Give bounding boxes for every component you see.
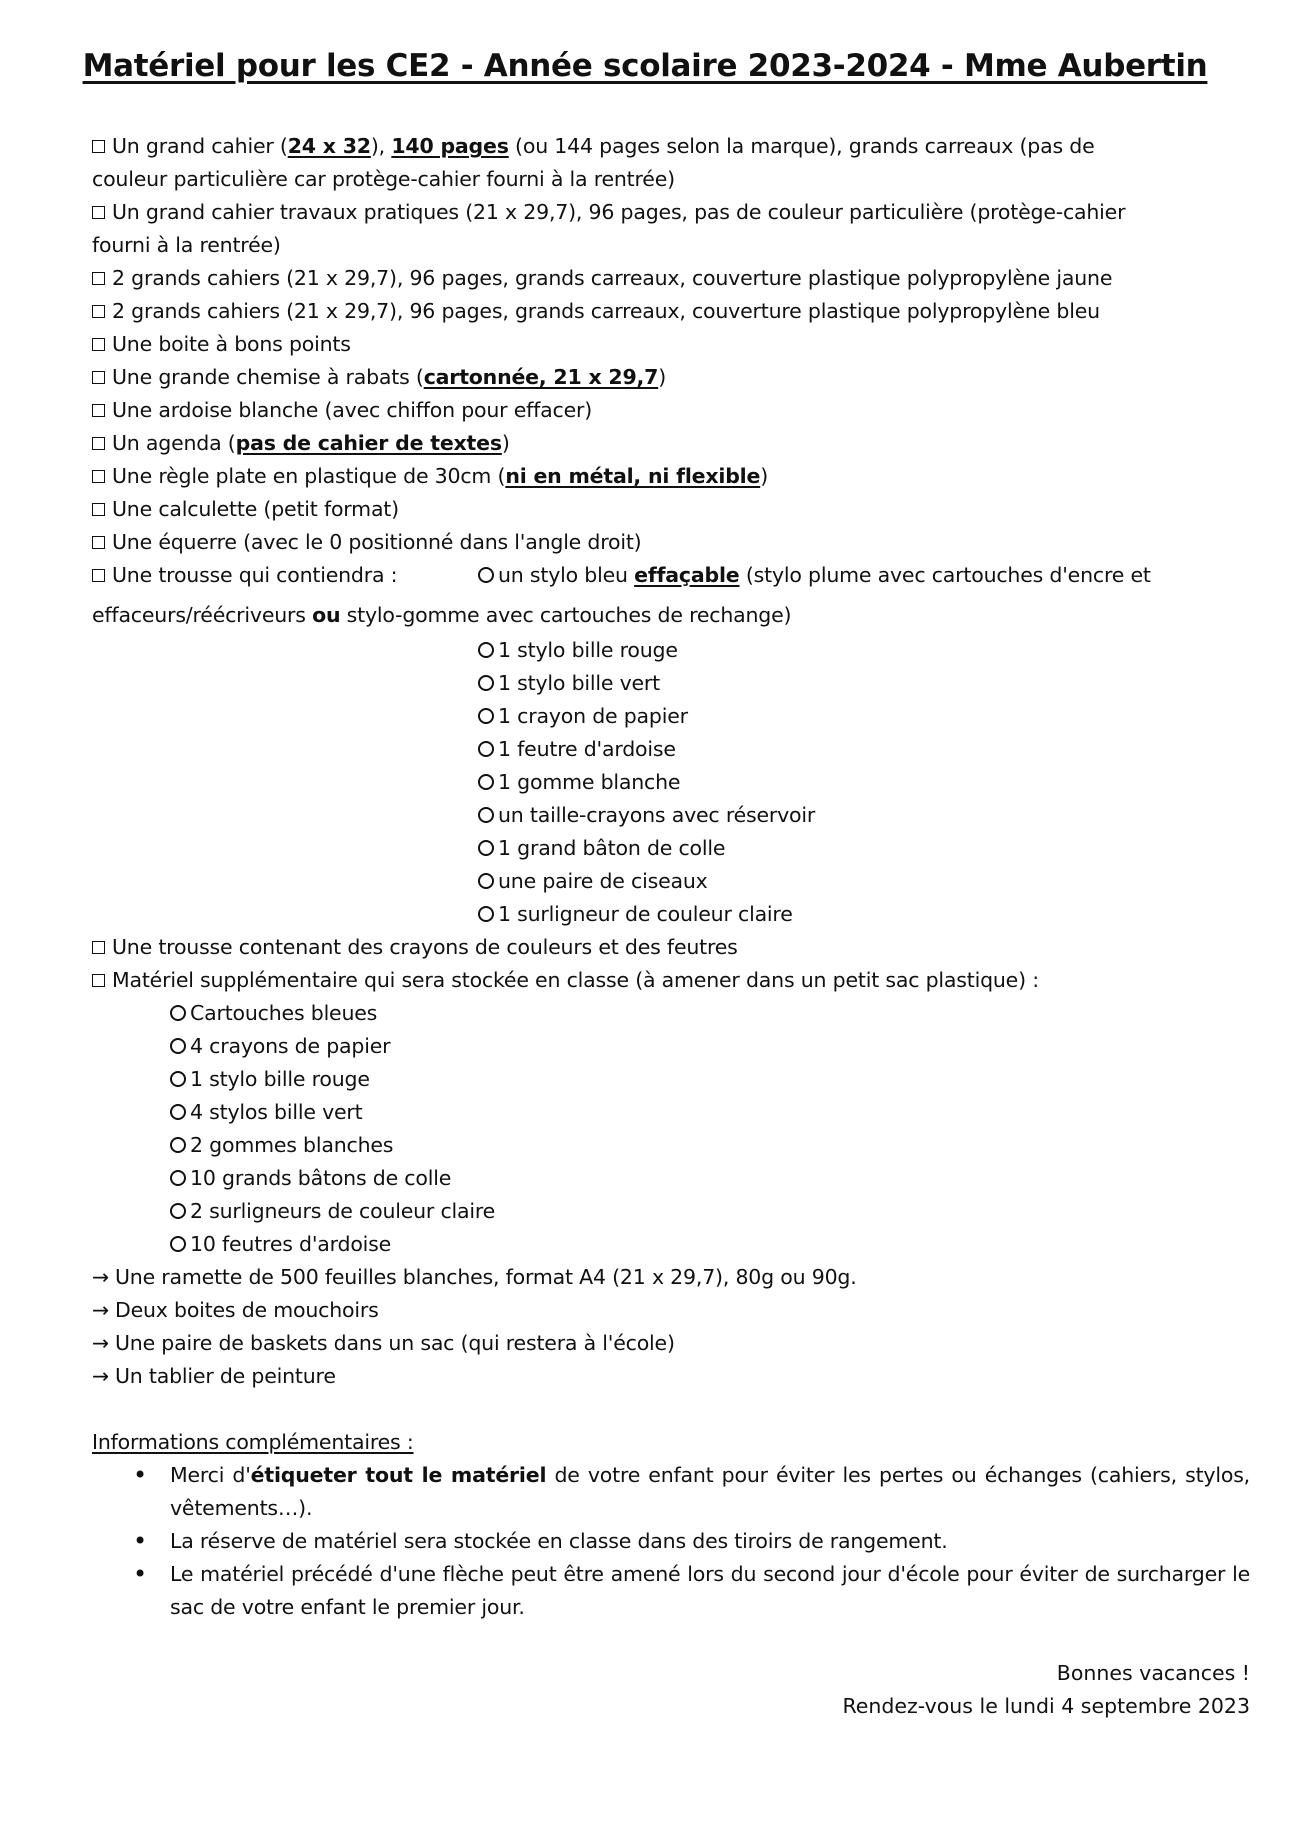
closing-bonnes-vacances: Bonnes vacances ! <box>1056 1661 1250 1685</box>
trousse-stylo-effacable: un stylo bleu effaçable (stylo plume avec cartouches d'encre et <box>478 559 1151 592</box>
item-regle: Une règle plate en plastique de 30cm (ni en métal, ni flexible) <box>92 460 768 493</box>
bullet-dot-icon: • <box>133 1461 148 1489</box>
arrow-right-icon: → <box>92 1298 109 1322</box>
list-item: 2 gommes blanches <box>170 1129 393 1162</box>
checkbox-icon[interactable] <box>92 272 105 285</box>
checkbox-icon[interactable] <box>92 974 105 987</box>
circle-bullet-icon <box>478 774 494 790</box>
checkbox-icon[interactable] <box>92 404 105 417</box>
bullet-dot-icon: • <box>133 1527 148 1555</box>
circle-bullet-icon <box>478 567 494 583</box>
list-item: 1 stylo bille rouge <box>170 1063 370 1096</box>
list-item: un taille-crayons avec réservoir <box>478 799 815 832</box>
circle-bullet-icon <box>478 906 494 922</box>
list-item: 1 crayon de papier <box>478 700 688 733</box>
info-bullet-fleche: Le matériel précédé d'une flèche peut être amené lors du second jour d'école pour éviter de surcharger le sac de votre enfant le premier jour. <box>170 1562 1250 1619</box>
list-item: 1 gomme blanche <box>478 766 680 799</box>
list-item: 1 grand bâton de colle <box>478 832 725 865</box>
arrow-right-icon: → <box>92 1331 109 1355</box>
item-equerre: Une équerre (avec le 0 positionné dans l'angle droit) <box>92 526 641 559</box>
checkbox-icon[interactable] <box>92 941 105 954</box>
checkbox-icon[interactable] <box>92 437 105 450</box>
arrow-item: → Un tablier de peinture <box>92 1364 336 1388</box>
item-grand-cahier-cont: couleur particulière car protège-cahier fourni à la rentrée) <box>92 167 675 191</box>
list-item: une paire de ciseaux <box>478 865 708 898</box>
list-item: 1 stylo bille vert <box>478 667 660 700</box>
info-bullet-etiqueter: Merci d'étiqueter tout le matériel de votre enfant pour éviter les pertes ou échanges (cahiers, stylos, vêtements…). <box>170 1463 1250 1520</box>
item-cahier-tp-cont: fourni à la rentrée) <box>92 233 281 257</box>
list-item: 1 stylo bille rouge <box>478 634 678 667</box>
item-cahiers-jaune: 2 grands cahiers (21 x 29,7), 96 pages, grands carreaux, couverture plastique polypropylène jaune <box>92 262 1112 295</box>
checkbox-icon[interactable] <box>92 206 105 219</box>
item-agenda: Un agenda (pas de cahier de textes) <box>92 427 510 460</box>
page-title: Matériel pour les CE2 - Année scolaire 2023-2024 - Mme Aubertin <box>82 48 1208 84</box>
circle-bullet-icon <box>478 873 494 889</box>
arrow-item: → Une paire de baskets dans un sac (qui restera à l'école) <box>92 1331 675 1355</box>
checkbox-icon[interactable] <box>92 536 105 549</box>
item-ardoise: Une ardoise blanche (avec chiffon pour effacer) <box>92 394 592 427</box>
circle-bullet-icon <box>478 741 494 757</box>
trousse-stylo-cont: effaceurs/réécriveurs ou stylo-gomme avec cartouches de rechange) <box>92 603 792 627</box>
info-heading: Informations complémentaires : <box>92 1430 414 1454</box>
checkbox-icon[interactable] <box>92 305 105 318</box>
list-item: 10 feutres d'ardoise <box>170 1228 391 1261</box>
list-item: 10 grands bâtons de colle <box>170 1162 451 1195</box>
circle-bullet-icon <box>170 1071 186 1087</box>
circle-bullet-icon <box>170 1203 186 1219</box>
circle-bullet-icon <box>170 1236 186 1252</box>
circle-bullet-icon <box>478 840 494 856</box>
item-trousse: Une trousse qui contiendra : <box>92 559 397 592</box>
checkbox-icon[interactable] <box>92 569 105 582</box>
item-trousse-couleurs: Une trousse contenant des crayons de couleurs et des feutres <box>92 931 738 964</box>
bullet-dot-icon: • <box>133 1560 148 1588</box>
circle-bullet-icon <box>478 807 494 823</box>
checkbox-icon[interactable] <box>92 503 105 516</box>
circle-bullet-icon <box>170 1137 186 1153</box>
circle-bullet-icon <box>170 1170 186 1186</box>
item-boite-bons-points: Une boite à bons points <box>92 328 351 361</box>
circle-bullet-icon <box>170 1038 186 1054</box>
item-cahier-tp: Un grand cahier travaux pratiques (21 x 29,7), 96 pages, pas de couleur particulière (protège-cahier <box>92 196 1125 229</box>
checkbox-icon[interactable] <box>92 140 105 153</box>
circle-bullet-icon <box>478 642 494 658</box>
arrow-right-icon: → <box>92 1265 109 1289</box>
item-calculette: Une calculette (petit format) <box>92 493 399 526</box>
item-chemise: Une grande chemise à rabats (cartonnée, 21 x 29,7) <box>92 361 666 394</box>
circle-bullet-icon <box>170 1104 186 1120</box>
arrow-right-icon: → <box>92 1364 109 1388</box>
item-grand-cahier: Un grand cahier (24 x 32), 140 pages (ou 144 pages selon la marque), grands carreaux (pas de <box>92 130 1095 163</box>
checkbox-icon[interactable] <box>92 371 105 384</box>
list-item: 4 stylos bille vert <box>170 1096 362 1129</box>
list-item: 1 feutre d'ardoise <box>478 733 676 766</box>
arrow-item: → Une ramette de 500 feuilles blanches, format A4 (21 x 29,7), 80g ou 90g. <box>92 1265 857 1289</box>
circle-bullet-icon <box>170 1005 186 1021</box>
list-item: 2 surligneurs de couleur claire <box>170 1195 495 1228</box>
circle-bullet-icon <box>478 708 494 724</box>
info-bullet-reserve: La réserve de matériel sera stockée en classe dans des tiroirs de rangement. <box>170 1529 948 1553</box>
list-item: 4 crayons de papier <box>170 1030 390 1063</box>
list-item: Cartouches bleues <box>170 997 377 1030</box>
checkbox-icon[interactable] <box>92 338 105 351</box>
closing-rendez-vous: Rendez-vous le lundi 4 septembre 2023 <box>842 1694 1250 1718</box>
item-cahiers-bleu: 2 grands cahiers (21 x 29,7), 96 pages, grands carreaux, couverture plastique polypropylène bleu <box>92 295 1100 328</box>
checkbox-icon[interactable] <box>92 470 105 483</box>
arrow-item: → Deux boites de mouchoirs <box>92 1298 379 1322</box>
item-materiel-supplementaire: Matériel supplémentaire qui sera stockée en classe (à amener dans un petit sac plastique) : <box>92 964 1039 997</box>
list-item: 1 surligneur de couleur claire <box>478 898 793 931</box>
circle-bullet-icon <box>478 675 494 691</box>
